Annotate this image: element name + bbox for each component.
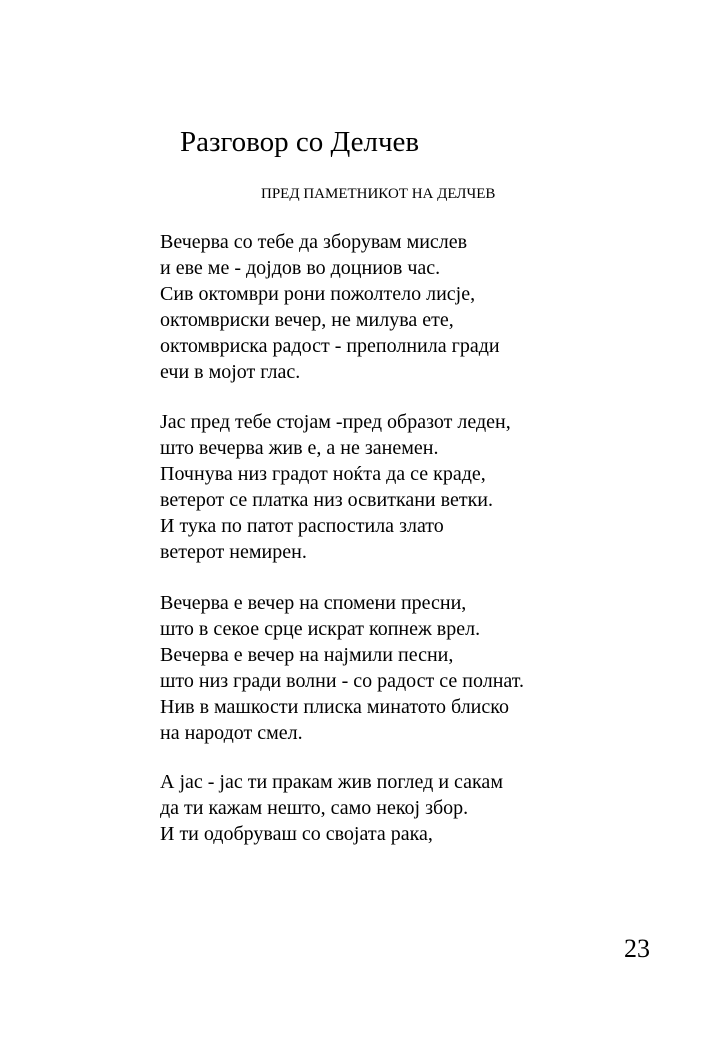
verse-line: Вечерва е вечер на најмили песни, [160, 644, 454, 666]
verse-line: И тука по патот распостила злато [160, 515, 444, 537]
page-number: 23 [624, 934, 650, 963]
verse-line: ечи в мојот глас. [160, 361, 301, 383]
stanza-2 [160, 409, 620, 565]
verse-line: Почнува низ градот ноќта да се краде, [160, 463, 486, 485]
verse-line: да ти кажам нешто, само некој збор. [160, 797, 469, 819]
verse-line: и еве ме - дојдов во доцниов час. [160, 257, 441, 279]
verse-line: октомвриски вечер, не милува ете, [160, 309, 454, 331]
verse-line: Сив октомври рони пожолтело лисје, [160, 283, 476, 305]
verse-line: И ти одобруваш со својата рака, [160, 823, 433, 845]
stanza-3 [160, 590, 620, 746]
verse-line: што вечерва жив е, а не занемен. [160, 437, 439, 459]
poem-title: Разговор со Делчев [180, 126, 420, 158]
verse-line: Јас пред тебе стојам -пред образот леден, [160, 411, 511, 433]
verse-line: што низ гради волни - со радост се полнат. [160, 670, 524, 692]
verse-line: октомвриска радост - преполнила гради [160, 335, 500, 357]
verse-line: што в секое срце искрат копнеж врел. [160, 618, 481, 640]
verse-line: Вечерва е вечер на спомени пресни, [160, 592, 467, 614]
verse-line: А јас - јас ти пракам жив поглед и сакам [160, 771, 503, 793]
verse-line: Вечерва со тебе да зборувам мислев [160, 231, 468, 253]
verse-line: Нив в машкости плиска минатото блиско [160, 696, 509, 718]
verse-line: ветерот се платка низ освиткани ветки. [160, 489, 493, 511]
stanza-4 [160, 769, 620, 847]
poem-subtitle: ПРЕД ПАМЕТНИКОТ НА ДЕЛЧЕВ [261, 186, 496, 202]
verse-line: на народот смел. [160, 722, 303, 744]
verse-line: ветерот немирен. [160, 541, 307, 563]
stanza-1 [160, 229, 620, 385]
